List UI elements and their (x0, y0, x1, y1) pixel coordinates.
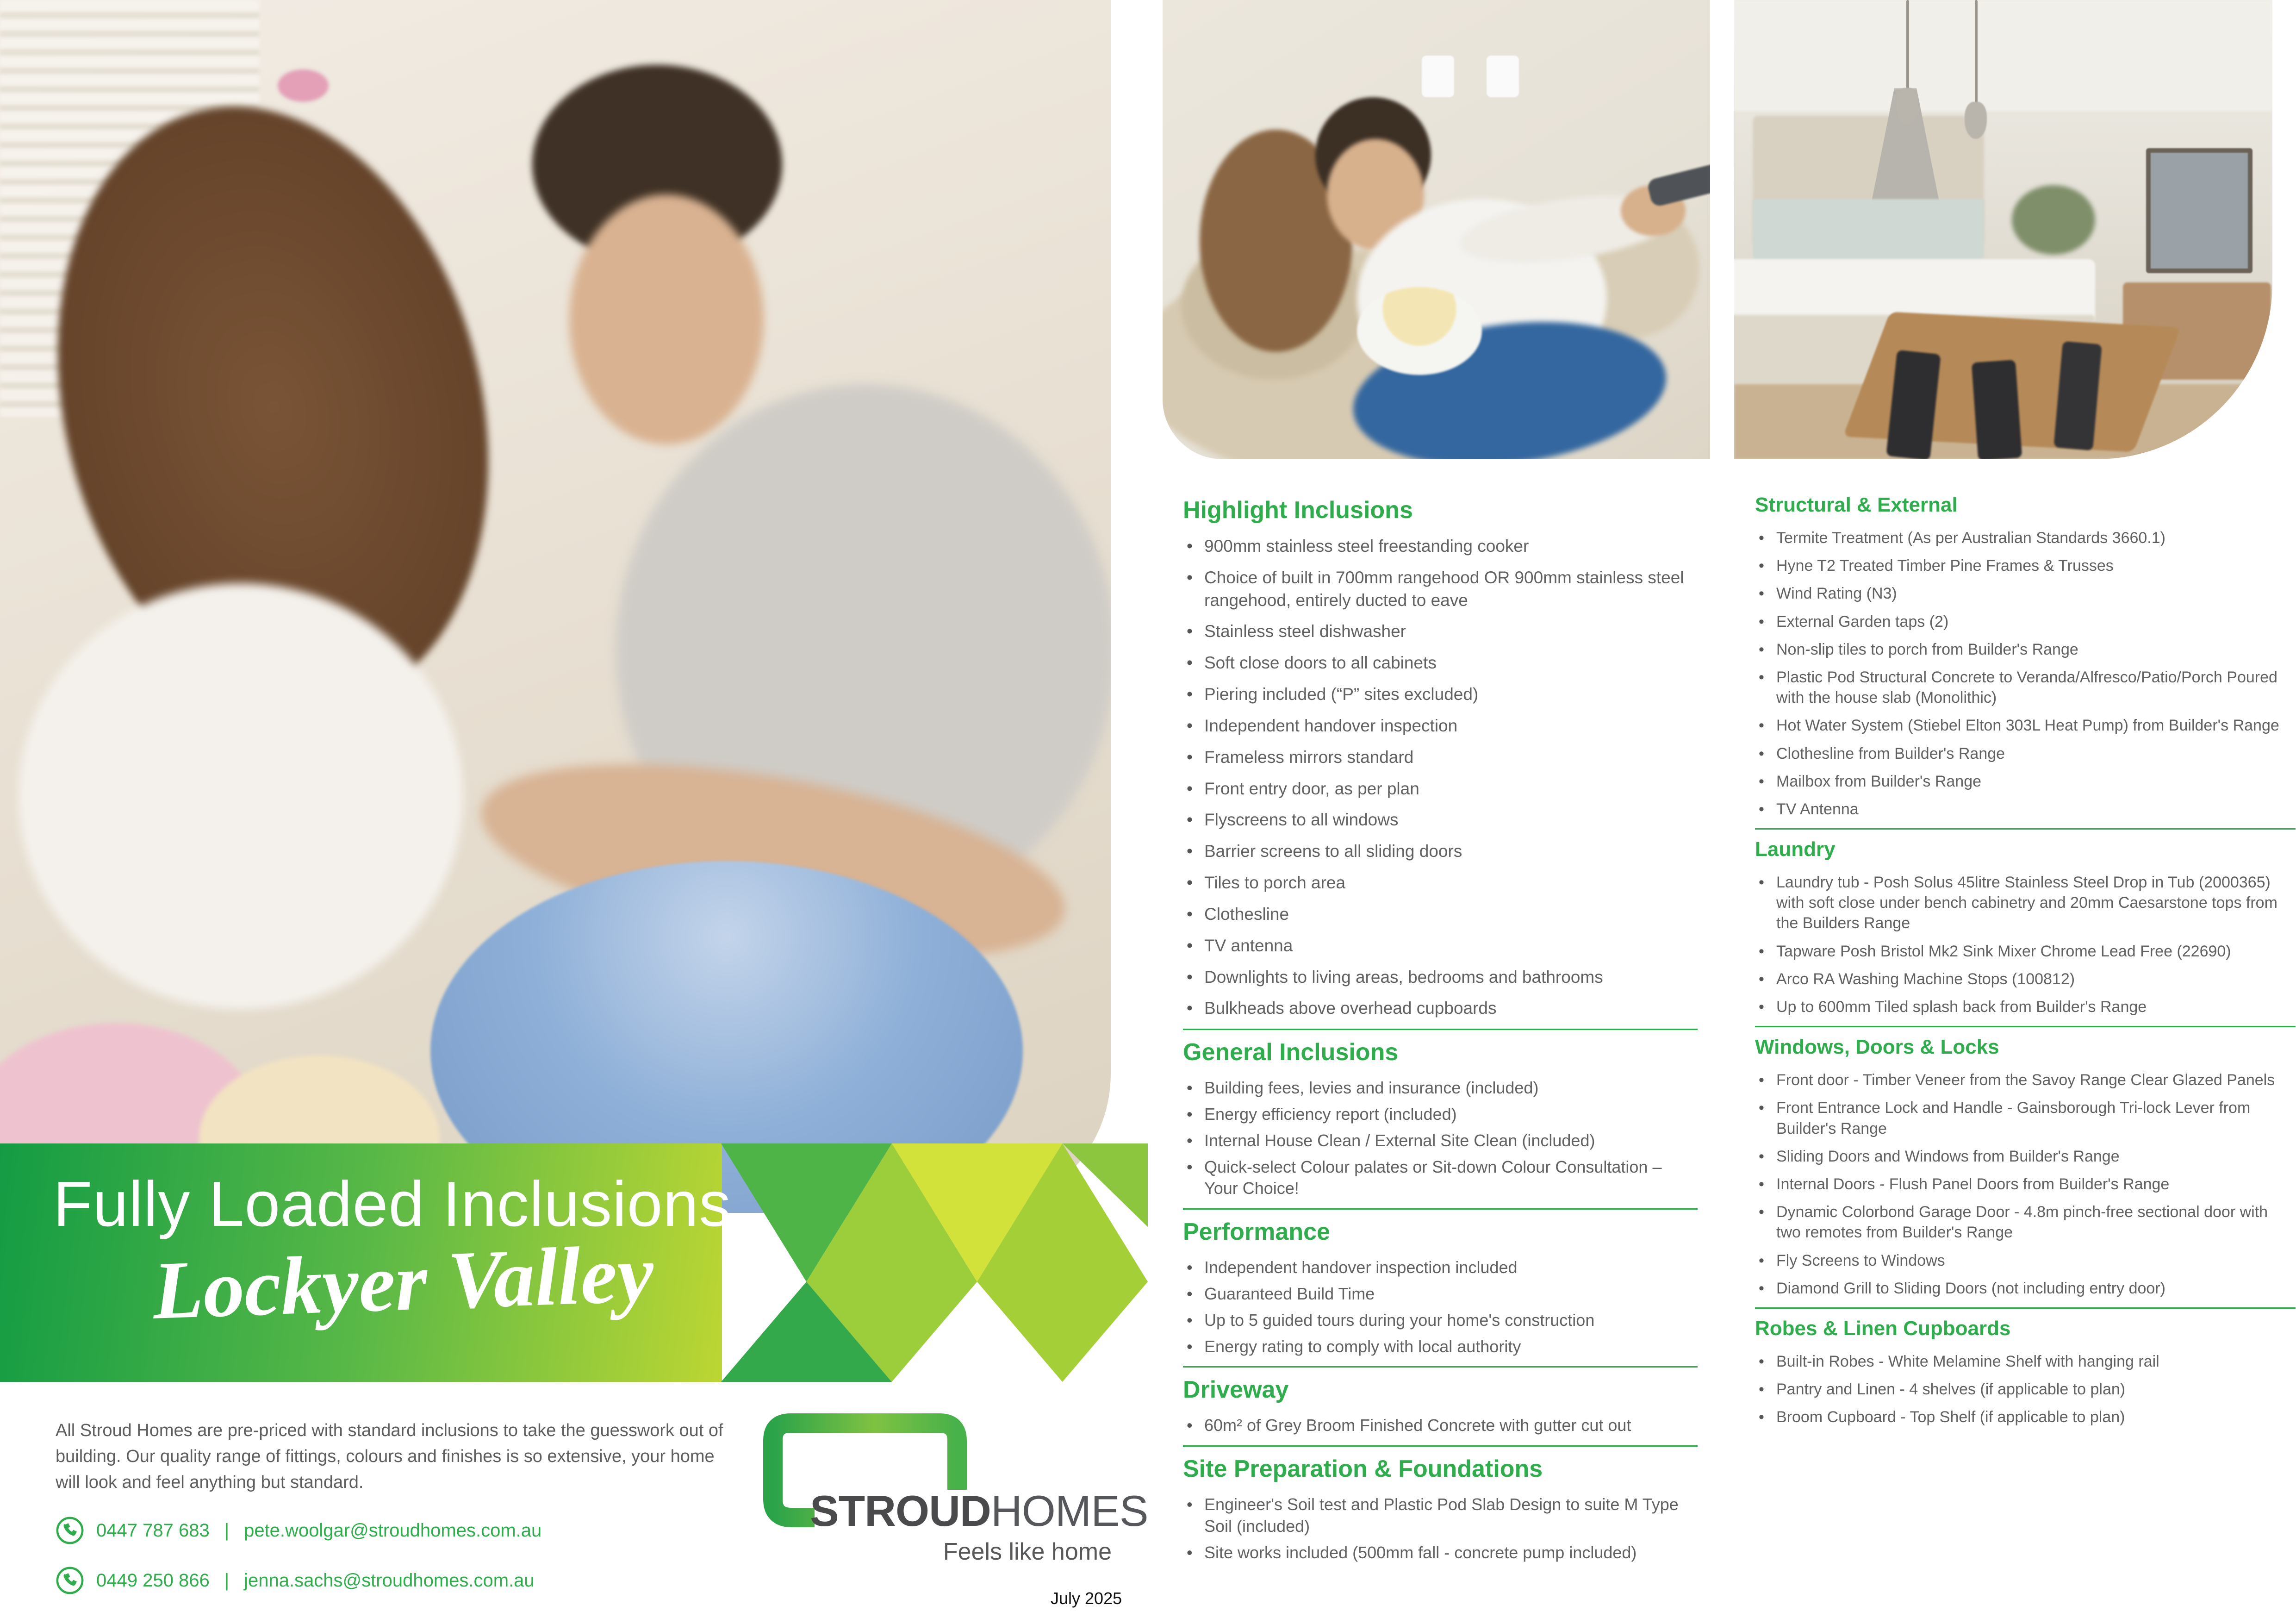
section-title: Laundry (1755, 838, 1836, 861)
remote-shape (1646, 163, 1710, 208)
section-title: Structural & External (1755, 493, 1958, 516)
inclusion-item: • Stainless steel dishwasher (1183, 620, 1698, 643)
logo-text-stroud: STROUD (810, 1487, 991, 1535)
chair-shape (1972, 360, 2022, 459)
inclusion-item: • Up to 600mm Tiled splash back from Builder's Range (1755, 997, 2296, 1017)
contact-separator: | (224, 1570, 230, 1591)
photo-father-daughter-baking (0, 0, 1111, 1213)
inclusion-item: • Fly Screens to Windows (1755, 1250, 2296, 1271)
inclusion-item: • Engineer's Soil test and Plastic Pod Slab Design to suite M Type Soil (included) (1183, 1494, 1698, 1537)
inclusion-list (1755, 1351, 2296, 1428)
pendant-light-shape (1896, 88, 1918, 125)
section-structural-external (1755, 493, 2296, 819)
inclusion-item: • Laundry tub - Posh Solus 45litre Stainless Steel Drop in Tub (2000365) with soft close under bench cabinetry and 20mm Caesarstone tops from the Builders Range (1755, 872, 2296, 934)
hair-tie-shape (278, 69, 329, 102)
section-windows-doors-locks (1755, 1026, 2296, 1299)
right-inclusions-column (1755, 493, 2296, 1435)
section-site-preparation-foundations (1183, 1445, 1698, 1563)
pendant-cord-shape (1906, 0, 1909, 93)
contact-phone: 0447 787 683 (96, 1520, 210, 1541)
inclusion-item: • Clothesline from Builder's Range (1755, 743, 2296, 764)
contact-email: pete.woolgar@stroudhomes.com.au (244, 1520, 542, 1541)
inclusion-item: • Arco RA Washing Machine Stops (100812) (1755, 969, 2296, 989)
inclusion-item: • 60m² of Grey Broom Finished Concrete with gutter cut out (1183, 1415, 1698, 1437)
logo-text-homes: HOMES (990, 1487, 1148, 1535)
inclusion-item: • Independent handover inspection included (1183, 1257, 1698, 1279)
inclusion-item: • Hot Water System (Stiebel Elton 303L Heat Pump) from Builder's Range (1755, 715, 2296, 736)
inclusion-item: • Site works included (500mm fall - concrete pump included) (1183, 1542, 1698, 1564)
inclusion-item: • Downlights to living areas, bedrooms and bathrooms (1183, 966, 1698, 989)
section-title: General Inclusions (1183, 1039, 1399, 1066)
inclusion-item: • Front door - Timber Veneer from the Savoy Range Clear Glazed Panels (1755, 1070, 2296, 1090)
inclusion-item: • Quick-select Colour palates or Sit-down Colour Consultation – Your Choice! (1183, 1156, 1698, 1200)
inclusion-item: • Dynamic Colorbond Garage Door - 4.8m pinch-free sectional door with two remotes from Builder's Range (1755, 1202, 2296, 1243)
section-performance (1183, 1208, 1698, 1357)
section-general-inclusions (1183, 1029, 1698, 1199)
inclusion-item: • Built-in Robes - White Melamine Shelf with hanging rail (1755, 1351, 2296, 1372)
girl-top-shape (19, 583, 463, 1009)
section-title: Robes & Linen Cupboards (1755, 1317, 2011, 1340)
inclusion-item: • Guaranteed Build Time (1183, 1283, 1698, 1305)
inclusion-item: • Building fees, levies and insurance (included) (1183, 1077, 1698, 1099)
contact-email: jenna.sachs@stroudhomes.com.au (244, 1570, 535, 1591)
inclusion-item: • Choice of built in 700mm rangehood OR 900mm stainless steel rangehood, entirely ducted to eave (1183, 567, 1698, 612)
inclusion-item: • Mailbox from Builder's Range (1755, 771, 2296, 792)
inclusion-item: • Energy rating to comply with local authority (1183, 1336, 1698, 1358)
popcorn-bowl-shape (1357, 287, 1482, 375)
section-title: Highlight Inclusions (1183, 497, 1413, 524)
inclusion-item: • Wind Rating (N3) (1755, 583, 2296, 604)
banner-title: Fully Loaded Inclusions (53, 1168, 732, 1240)
inclusion-item: • Tapware Posh Bristol Mk2 Sink Mixer Chrome Lead Free (22690) (1755, 941, 2296, 962)
intro-paragraph: All Stroud Homes are pre-priced with standard inclusions to take the guesswork out of building. Our quality range of fittings, colours and finishes is so extensive, your home will look and feel anything but standard. (56, 1421, 723, 1493)
phone-icon (56, 1516, 84, 1545)
inclusion-item: • Internal Doors - Flush Panel Doors from Builder's Range (1755, 1174, 2296, 1194)
section-title: Windows, Doors & Locks (1755, 1036, 1999, 1059)
plant-shape (2012, 185, 2095, 255)
inclusion-item: • Plastic Pod Structural Concrete to Veranda/Alfresco/Patio/Porch Poured with the house slab (Monolithic) (1755, 667, 2296, 708)
splashback-window-shape (1753, 199, 1984, 259)
inclusion-item: • TV Antenna (1755, 799, 2296, 819)
inclusion-item: • Soft close doors to all cabinets (1183, 652, 1698, 675)
light-switch-shape (1487, 56, 1519, 97)
inclusion-list (1183, 1415, 1698, 1437)
inclusion-list (1755, 528, 2296, 819)
logo-wordmark (810, 1486, 1148, 1536)
contact-row (56, 1516, 541, 1545)
phone-icon (56, 1566, 84, 1595)
section-robes-linen-cupboards (1755, 1307, 2296, 1428)
inclusion-item: • Front entry door, as per plan (1183, 778, 1698, 800)
mirror-shape (2146, 148, 2252, 273)
banner-fully-loaded-inclusions (0, 1143, 732, 1382)
section-laundry (1755, 828, 2296, 1017)
inclusion-item: • Termite Treatment (As per Australian Standards 3660.1) (1755, 528, 2296, 548)
inclusion-item: • Diamond Grill to Sliding Doors (not including entry door) (1755, 1278, 2296, 1299)
banner-region-name: Lockyer Valley (151, 1227, 655, 1337)
inclusion-item: • Energy efficiency report (included) (1183, 1104, 1698, 1125)
inclusion-item: • Broom Cupboard - Top Shelf (if applicable to plan) (1755, 1407, 2296, 1427)
inclusion-item: • Internal House Clean / External Site Clean (included) (1183, 1130, 1698, 1152)
inclusion-item: • Clothesline (1183, 903, 1698, 926)
contact-separator: | (224, 1520, 230, 1541)
pendant-light-shape (1965, 102, 1987, 139)
inclusion-item: • Non-slip tiles to porch from Builder's Range (1755, 639, 2296, 660)
section-driveway (1183, 1366, 1698, 1437)
inclusion-list (1183, 1077, 1698, 1199)
inclusion-item: • Bulkheads above overhead cupboards (1183, 997, 1698, 1020)
inclusion-item: • Tiles to porch area (1183, 872, 1698, 894)
inclusion-item: • 900mm stainless steel freestanding cooker (1183, 535, 1698, 558)
photo-couple-watching-tv (1163, 0, 1710, 459)
middle-inclusions-column (1183, 496, 1698, 1568)
logo-tagline: Feels like home (943, 1538, 1112, 1565)
contact-phone: 0449 250 866 (96, 1570, 210, 1591)
inclusion-item: • Hyne T2 Treated Timber Pine Frames & Trusses (1755, 556, 2296, 576)
inclusion-item: • Barrier screens to all sliding doors (1183, 840, 1698, 863)
section-highlight-inclusions (1183, 496, 1698, 1020)
section-title: Driveway (1183, 1376, 1289, 1404)
light-switch-shape (1422, 56, 1454, 97)
inclusion-item: • Flyscreens to all windows (1183, 809, 1698, 831)
contact-row (56, 1566, 541, 1595)
dad-face-shape (569, 194, 764, 444)
ceiling-shape (1734, 0, 2272, 111)
inclusion-list (1183, 1494, 1698, 1563)
pendant-cord-shape (1975, 0, 1978, 106)
inclusion-item: • Piering included (“P” sites excluded) (1183, 683, 1698, 706)
inclusion-item: • Independent handover inspection (1183, 715, 1698, 737)
inclusion-item: • Frameless mirrors standard (1183, 746, 1698, 769)
inclusion-item: • Up to 5 guided tours during your home's construction (1183, 1310, 1698, 1331)
inclusion-item: • Sliding Doors and Windows from Builder's Range (1755, 1146, 2296, 1167)
section-title: Site Preparation & Foundations (1183, 1455, 1543, 1483)
stroud-homes-logo (740, 1412, 1148, 1569)
inclusion-item: • Pantry and Linen - 4 shelves (if applicable to plan) (1755, 1379, 2296, 1399)
inclusion-list (1183, 535, 1698, 1020)
publication-date: July 2025 (1051, 1589, 1122, 1608)
inclusion-list (1755, 1070, 2296, 1299)
inclusion-list (1183, 1257, 1698, 1357)
inclusion-item: • Front Entrance Lock and Handle - Gainsborough Tri-lock Lever from Builder's Range (1755, 1098, 2296, 1138)
inclusion-list (1755, 872, 2296, 1017)
inclusion-item: • External Garden taps (2) (1755, 612, 2296, 632)
inclusion-item: • TV antenna (1183, 935, 1698, 957)
banner-diamond-pattern (721, 1143, 1148, 1382)
section-title: Performance (1183, 1218, 1330, 1246)
photo-kitchen-dining (1734, 0, 2272, 459)
contact-list (56, 1516, 541, 1616)
